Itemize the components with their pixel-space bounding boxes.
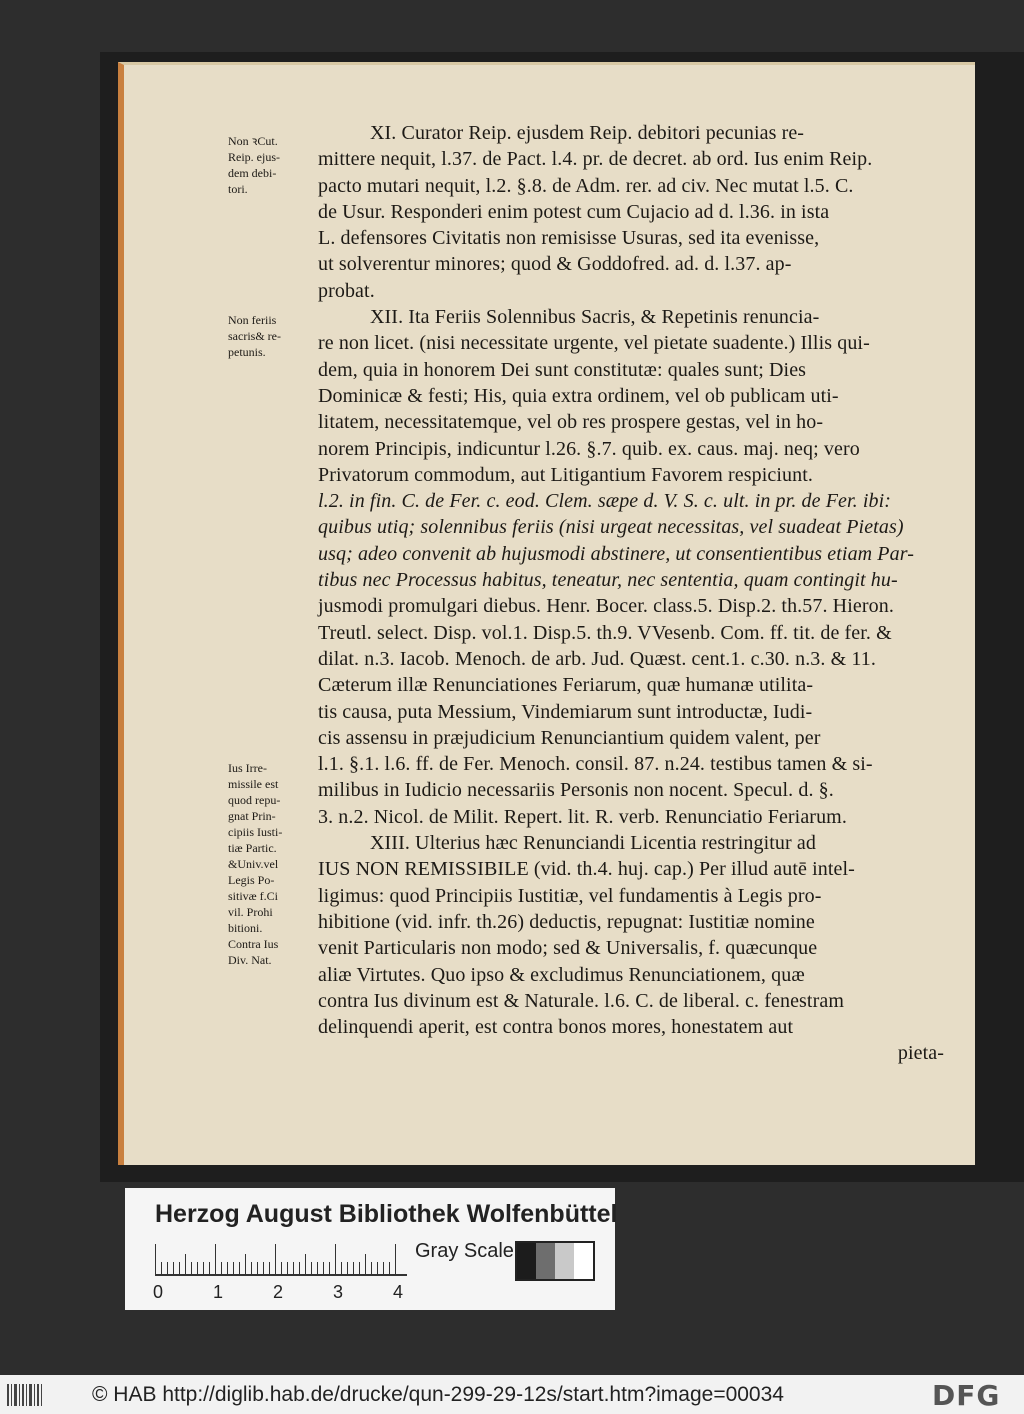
scale-ruler [155,1244,407,1276]
scale-number: 1 [213,1282,224,1302]
text-line: pacto mutari nequit, l.2. §.8. de Adm. rer. ad civ. Nec mutat l.5. C. [318,174,854,197]
margin-note-line: tiæ Partic. [228,841,277,855]
ruler-tick [359,1262,360,1274]
ruler-tick [275,1244,276,1274]
text-line: tibus nec Processus habitus, teneatur, nec sententia, quam contingit hu- [318,569,898,592]
ruler-tick [155,1244,156,1274]
ruler-tick [251,1262,252,1274]
text-line: Cæterum illæ Renunciationes Feriarum, quæ humanæ utilita- [318,674,814,697]
text-line: ligimus: quod Principiis Iustitiæ, vel fundamentis à Legis pro- [318,884,822,907]
text-line: aliæ Virtutes. Quo ipso & excludimus Renunciationem, quæ [318,963,805,986]
text-line: litatem, necessitatemque, vel ob res prospere gestas, vel in ho- [318,411,824,434]
text-line: usq; adeo convenit ab hujusmodi abstinere, ut consentientibus etiam Par- [318,542,914,565]
margin-note-line: Ius Irre- [228,761,267,775]
margin-note-line: petunis. [228,345,266,359]
ruler-tick [179,1262,180,1274]
margin-note-line: quod repu- [228,793,281,807]
library-title: Herzog August Bibliothek Wolfenbüttel [155,1200,618,1228]
ruler-tick [311,1262,312,1274]
ruler-tick [365,1254,366,1274]
ruler-tick [389,1262,390,1274]
ruler-tick [161,1262,162,1274]
swatch [574,1243,593,1279]
ruler-tick [341,1262,342,1274]
gray-scale-swatches [515,1241,595,1281]
ruler-tick [215,1244,216,1274]
margin-note-line: gnat Prin- [228,809,276,823]
text-line: contra Ius divinum est & Naturale. l.6. C. de liberal. c. fenestram [318,989,844,1012]
ruler-tick [299,1262,300,1274]
color-calibration-bar [125,1188,618,1310]
text-line: quibus utiq; solennibus feriis (nisi urgeat necessitas, vel suadeat Pietas) [318,516,904,539]
margin-note-line: vil. Prohi [228,905,273,919]
barcode-icon [6,1382,46,1408]
ruler-tick [167,1262,168,1274]
text-line: Privatorum commodum, aut Litigantium Favorem respiciunt. [318,463,813,486]
scale-number: 4 [393,1282,404,1302]
text-line: L. defensores Civitatis non remisisse Usuras, sed ita evenisse, [318,227,820,250]
text-line: norem Principis, indicuntur l.26. §.7. quib. ex. caus. maj. neq; vero [318,437,860,460]
ruler-tick [353,1262,354,1274]
margin-note-line: tori. [228,182,248,196]
margin-note-line: Contra Ius [228,937,279,951]
ruler-tick [263,1262,264,1274]
viewer-footer [0,1375,1024,1414]
margin-note-line: missile est [228,777,279,791]
text-line: dem, quia in honorem Dei sunt constitutæ: quales sunt; Dies [318,358,807,381]
ruler-tick [239,1262,240,1274]
text-line: XII. Ita Feriis Solennibus Sacris, & Repetinis renuncia- [370,306,820,329]
text-line: l.1. §.1. l.6. ff. de Fer. Menoch. consil. 87. n.24. testibus tamen & si- [318,753,873,776]
text-line: de Usur. Responderi enim potest cum Cujacio ad d. l.36. in ista [318,200,830,223]
ruler-tick [383,1262,384,1274]
text-line: venit Particularis non modo; sed & Universalis, f. quæcunque [318,937,818,960]
text-line: l.2. in fin. C. de Fer. c. eod. Clem. sæpe d. V. S. c. ult. in pr. de Fer. ibi: [318,490,892,513]
ruler-tick [197,1262,198,1274]
text-line: dilat. n.3. Iacob. Menoch. de arb. Jud. Quæst. cent.1. c.30. n.3. & 11. [318,647,876,670]
ruler-tick [185,1254,186,1274]
gray-scale-label: Gray Scale [415,1240,514,1262]
ruler-tick [329,1262,330,1274]
margin-note-line: bitioni. [228,921,263,935]
ruler-tick [269,1262,270,1274]
ruler-tick [317,1262,318,1274]
text-line: XI. Curator Reip. ejusdem Reip. debitori pecunias re- [370,122,805,144]
ruler-tick [245,1254,246,1274]
text-line: cis assensu in præjudicium Renunciantium quidem valent, per [318,726,821,749]
ruler-tick [233,1262,234,1274]
ruler-tick [305,1254,306,1274]
margin-note-line: Non ꝛCut. [228,134,278,148]
margin-note-line: Reip. ejus- [228,150,280,164]
source-link[interactable]: © HAB http://diglib.hab.de/drucke/qun-299-29-12s/start.htm?image=00034 [92,1383,784,1406]
text-line: tis causa, puta Messium, Vindemiarum sunt introductæ, Iudi- [318,700,813,723]
ruler-tick [293,1262,294,1274]
ruler-tick [377,1262,378,1274]
ruler-tick [287,1262,288,1274]
ruler-tick [395,1244,396,1274]
ruler-tick [209,1262,210,1274]
text-line: IUS NON REMISSIBILE (vid. th.4. huj. cap.) Per illud autē intel- [318,858,855,881]
margin-note-line: sacris& re- [228,329,281,343]
margin-note-line: Div. Nat. [228,953,272,967]
text-line: Dominicæ & festi; His, quia extra ordinem, vel ob publicam uti- [318,384,839,407]
text-line: XIII. Ulterius hæc Renunciandi Licentia restringitur ad [370,832,816,855]
text-line: Treutl. select. Disp. vol.1. Disp.5. th.9. VVesenb. Com. ff. tit. de fer. & [318,621,892,644]
text-line: ut solverentur minores; quod & Goddofred. ad. d. l.37. ap- [318,253,792,276]
dfg-logo: DFG [932,1379,1001,1412]
ruler-tick [347,1262,348,1274]
ruler-tick [191,1262,192,1274]
margin-note-line: Non feriis [228,313,277,327]
ruler-tick [173,1262,174,1274]
catchword: pieta- [897,1042,944,1065]
margin-note-line: &Univ.vel [228,857,279,871]
ruler-tick [335,1244,336,1274]
text-line: milibus in Iudicio necessariis Personis non nocent. Specul. d. §. [318,779,834,802]
text-line: delinquendi aperit, est contra bonos mores, honestatem aut [318,1016,794,1039]
paragraph-xi [318,120,946,304]
swatch [536,1243,555,1279]
text-line: jusmodi promulgari diebus. Henr. Bocer. class.5. Disp.2. th.57. Hieron. [318,595,894,618]
text-line: re non licet. (nisi necessitate urgente, vel pietate suadente.) Illis qui- [318,332,870,355]
scale-number: 0 [153,1282,164,1302]
ruler-tick [203,1262,204,1274]
ruler-tick [281,1262,282,1274]
scale-number: 2 [273,1282,284,1302]
ruler-tick [323,1262,324,1274]
paragraph-xii [318,304,946,830]
paragraph-xiii [318,830,946,1040]
text-line: probat. [318,279,375,302]
ruler-tick [371,1262,372,1274]
margin-note-line: cipiis Iusti- [228,825,283,839]
ruler-tick [257,1262,258,1274]
ruler-tick [227,1262,228,1274]
scale-number: 3 [333,1282,344,1302]
text-line: mittere nequit, l.37. de Pact. l.4. pr. de decret. ab ord. Ius enim Reip. [318,148,873,171]
margin-note-2 [228,312,314,360]
ruler-tick [221,1262,222,1274]
swatch [555,1243,574,1279]
margin-note-1 [228,133,314,197]
text-line: 3. n.2. Nicol. de Milit. Repert. lit. R. verb. Renunciatio Feriarum. [318,805,847,828]
margin-note-line: Legis Po- [228,873,275,887]
text-line: hibitione (vid. infr. th.26) deductis, repugnat: Iustitiæ nomine [318,910,815,933]
margin-note-line: dem debi- [228,166,277,180]
swatch [517,1243,536,1279]
main-text [318,120,946,1067]
margin-note-3 [228,760,314,968]
margin-note-line: sitivæ f.Ci [228,889,279,903]
